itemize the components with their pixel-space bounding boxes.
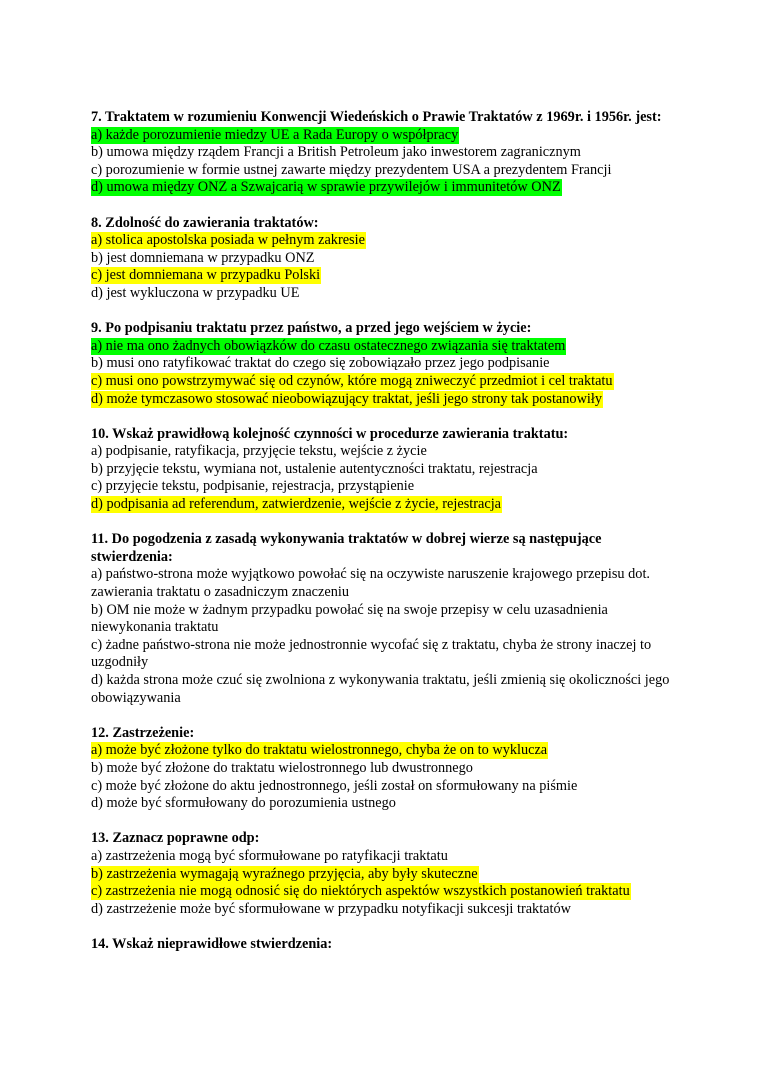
question-12 (91, 725, 681, 813)
answer-text: b) musi ono ratyfikować traktat do czego się zobowiązało przez jego podpisanie (91, 355, 550, 372)
answer-a (91, 848, 681, 866)
answer-text: b) jest domniemana w przypadku ONZ (91, 249, 315, 266)
document-page (91, 109, 681, 971)
answer-text: b) OM nie może w żadnym przypadku powołać się na swoje przepisy w celu uzasadnienia niewykonania traktatu (91, 601, 608, 636)
answer-b (91, 866, 681, 884)
question-title: 12. Zastrzeżenie: (91, 724, 195, 741)
answer-c (91, 883, 681, 901)
answer-text: b) umowa między rządem Francji a British Petroleum jako inwestorem zagranicznym (91, 144, 581, 161)
answer-text: b) może być złożone do traktatu wielostronnego lub dwustronnego (91, 759, 473, 776)
answer-c (91, 637, 681, 672)
question-8 (91, 215, 681, 303)
answer-text: b) zastrzeżenia wymagają wyraźnego przyjęcia, aby były skuteczne (91, 865, 478, 882)
answer-c (91, 162, 681, 180)
question-9 (91, 320, 681, 408)
question-title: 9. Po podpisaniu traktatu przez państwo, a przed jego wejściem w życie: (91, 320, 532, 337)
answer-d (91, 901, 681, 919)
question-title: 14. Wskaż nieprawidłowe stwierdzenia: (91, 935, 333, 952)
answer-text: a) zastrzeżenia mogą być sformułowane po ratyfikacji traktatu (91, 847, 448, 864)
answer-d (91, 391, 681, 409)
answer-d (91, 672, 681, 707)
answer-text: b) przyjęcie tekstu, wymiana not, ustalenie autentyczności traktatu, rejestracja (91, 460, 538, 477)
answer-b (91, 250, 681, 268)
answer-text: c) przyjęcie tekstu, podpisanie, rejestracja, przystąpienie (91, 478, 415, 495)
question-title: 10. Wskaż prawidłową kolejność czynności w procedurze zawierania traktatu: (91, 425, 569, 442)
question-13 (91, 830, 681, 918)
answer-text: d) podpisania ad referendum, zatwierdzenie, wejście z życie, rejestracja (91, 496, 502, 513)
question-14 (91, 936, 681, 954)
answer-c (91, 778, 681, 796)
answer-text: c) jest domniemana w przypadku Polski (91, 267, 321, 284)
answer-text: d) umowa między ONZ a Szwajcarią w sprawie przywilejów i immunitetów ONZ (91, 179, 561, 196)
answer-text: d) jest wykluczona w przypadku UE (91, 284, 300, 301)
answer-b (91, 760, 681, 778)
answer-text: a) podpisanie, ratyfikacja, przyjęcie tekstu, wejście z życie (91, 443, 427, 460)
answer-a (91, 566, 681, 601)
answer-text: d) może być sformułowany do porozumienia ustnego (91, 795, 396, 812)
answer-b (91, 355, 681, 373)
answer-text: d) zastrzeżenie może być sformułowane w przypadku notyfikacji sukcesji traktatów (91, 900, 571, 917)
question-7 (91, 109, 681, 197)
question-title: 11. Do pogodzenia z zasadą wykonywania traktatów w dobrej wierze są następujące stwierdzenia: (91, 531, 602, 565)
answer-text: a) każde porozumienie miedzy UE a Rada Europy o współpracy (91, 126, 459, 143)
answer-text: c) zastrzeżenia nie mogą odnosić się do niektórych aspektów wszystkich postanowień traktatu (91, 883, 630, 900)
answer-text: c) musi ono powstrzymywać się od czynów, które mogą zniweczyć przedmiot i cel traktatu (91, 372, 613, 389)
question-title: 13. Zaznacz poprawne odp: (91, 830, 260, 847)
question-10 (91, 426, 681, 514)
answer-d (91, 795, 681, 813)
answer-text: c) porozumienie w formie ustnej zawarte między prezydentem USA a prezydentem Francji (91, 161, 612, 178)
answer-text: a) nie ma ono żadnych obowiązków do czasu ostatecznego związania się traktatem (91, 337, 566, 354)
question-title: 7. Traktatem w rozumieniu Konwencji Wiedeńskich o Prawie Traktatów z 1969r. i 1956r. jest: (91, 109, 662, 125)
answer-b (91, 602, 681, 637)
answer-c (91, 373, 681, 391)
answer-a (91, 127, 681, 145)
answer-text: a) państwo-strona może wyjątkowo powołać się na oczywiste naruszenie krajowego przepisu dot. zawierania traktatu o zasadniczym znaczeniu (91, 566, 650, 601)
answer-text: c) żadne państwo-strona nie może jednostronnie wycofać się z traktatu, chyba że strony inaczej to uzgodniły (91, 636, 652, 671)
answer-text: a) stolica apostolska posiada w pełnym zakresie (91, 232, 365, 249)
answer-c (91, 267, 681, 285)
answer-d (91, 285, 681, 303)
answer-text: a) może być złożone tylko do traktatu wielostronnego, chyba że on to wyklucza (91, 742, 548, 759)
answer-a (91, 443, 681, 461)
answer-b (91, 461, 681, 479)
answer-a (91, 742, 681, 760)
answer-a (91, 232, 681, 250)
answer-b (91, 144, 681, 162)
answer-d (91, 496, 681, 514)
answer-text: d) każda strona może czuć się zwolniona z wykonywania traktatu, jeśli zmienią się okoliczności jego obowiązywania (91, 672, 670, 706)
question-11 (91, 531, 681, 707)
answer-text: d) może tymczasowo stosować nieobowiązujący traktat, jeśli jego strony tak postanowiły (91, 390, 602, 407)
question-title: 8. Zdolność do zawierania traktatów: (91, 214, 319, 231)
answer-text: c) może być złożone do aktu jednostronnego, jeśli został on sformułowany na piśmie (91, 777, 578, 794)
answer-a (91, 338, 681, 356)
answer-d (91, 179, 681, 197)
answer-c (91, 478, 681, 496)
